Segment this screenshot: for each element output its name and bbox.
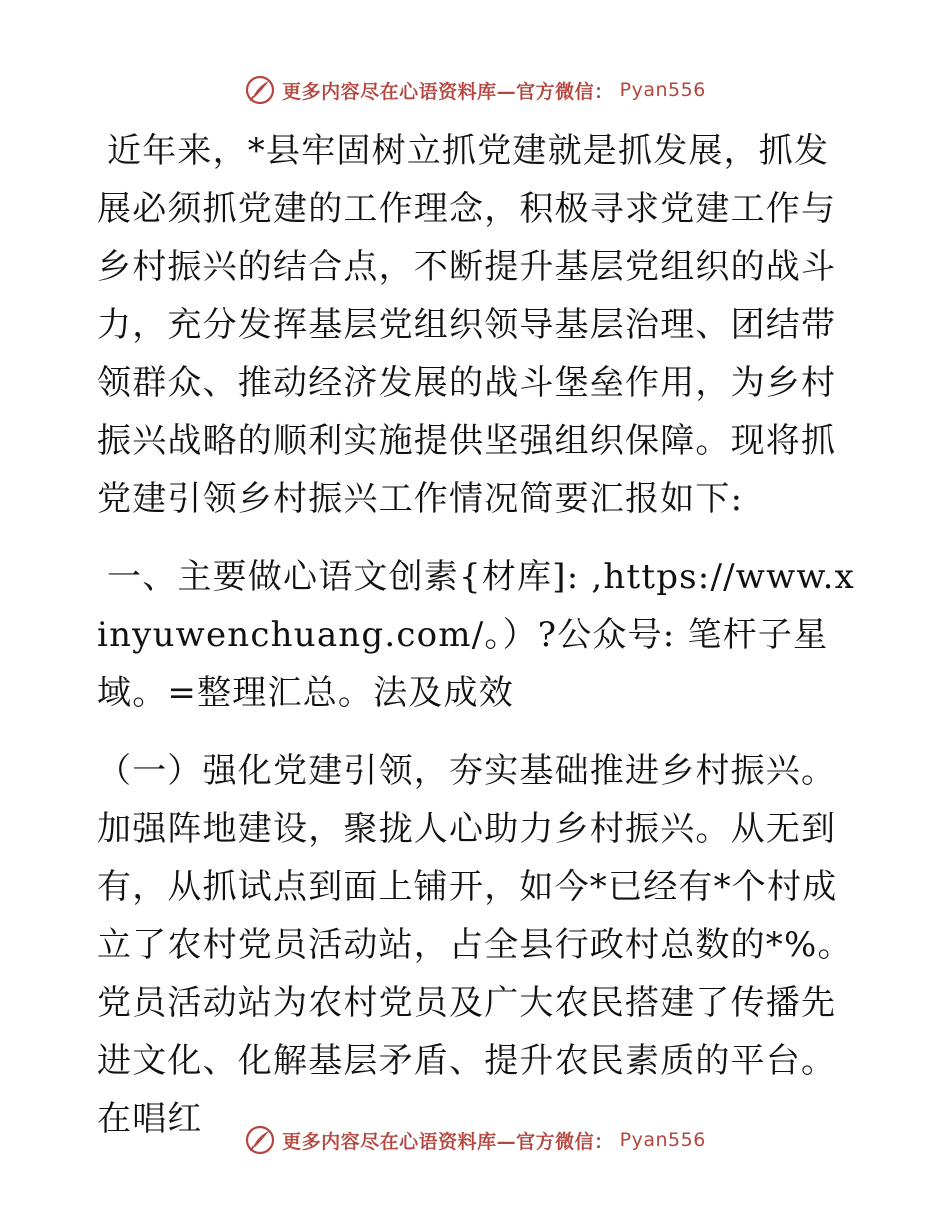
watermark-contact: Pyan556 bbox=[619, 79, 706, 101]
watermark-text: 更多内容尽在心语资料库—官方微信： bbox=[282, 80, 614, 103]
watermark-footer bbox=[0, 1120, 950, 1160]
watermark-contact: Pyan556 bbox=[619, 1129, 706, 1151]
quill-logo-icon bbox=[244, 1124, 276, 1156]
intro-paragraph: 近年来，*县牢固树立抓党建就是抓发展，抓发展必须抓党建的工作理念，积极寻求党建工作与乡村振兴的结合点，不断提升基层党组织的战斗力，充分发挥基层党组织领导基层治理、团结带领群众、推动经济发展的战斗堡垒作用，为乡村振兴战略的顺利实施提供坚强组织保障。现将抓党建引领乡村振兴工作情况简要汇报如下: bbox=[97, 131, 837, 519]
document-body bbox=[97, 122, 857, 1148]
quill-logo-icon bbox=[244, 74, 276, 106]
watermark-header bbox=[0, 70, 950, 110]
section-heading: 一、主要做心语文创素{材库]: ,https://www.xinyuwenchuang.com/。）?公众号: 笔杆子星域。=整理汇总。法及成效 bbox=[97, 557, 856, 713]
subsection-paragraph: （一）强化党建引领，夯实基础推进乡村振兴。加强阵地建设，聚拢人心助力乡村振兴。从无到有，从抓试点到面上铺开，如今*已经有*个村成立了农村党员活动站，占全县行政村总数的*%。党员活动站为农村党员及广大农民搭建了传播先进文化、化解基层矛盾、提升农民素质的平台。在唱红 bbox=[97, 751, 853, 1139]
watermark-text: 更多内容尽在心语资料库—官方微信： bbox=[282, 1130, 614, 1153]
